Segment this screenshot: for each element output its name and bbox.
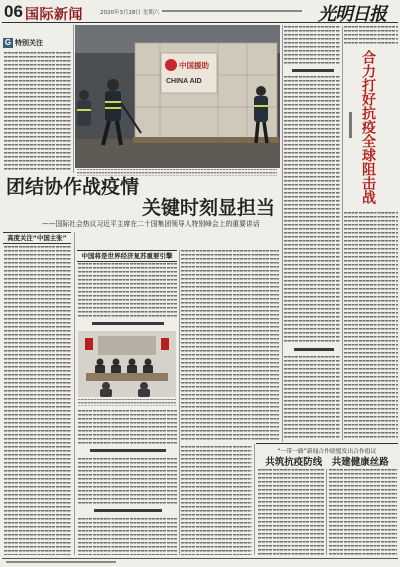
worker-far-left (77, 90, 91, 126)
meeting-table (86, 373, 168, 381)
column-divider (73, 25, 74, 173)
commentary-subhead-1 (292, 69, 334, 72)
special-focus-badge-icon: G (4, 38, 12, 47)
section-title: 国际新闻 (25, 7, 83, 23)
flag-right (161, 338, 169, 350)
aid-label-cn: 中国援助 (179, 61, 209, 70)
section-head-1: 高度关注“中国主张” (3, 232, 71, 244)
sidebar-body-text (4, 52, 71, 172)
section-head-2: 中国将是世界经济复苏重要引擎 (77, 250, 177, 262)
main-photo (75, 25, 280, 168)
column-divider (254, 444, 255, 555)
column-divider (282, 25, 283, 442)
aid-box-label (161, 53, 217, 93)
commentary-column-b-top (344, 26, 398, 46)
lead-body-column-2a (78, 263, 177, 318)
column-divider (179, 250, 180, 555)
lead-body-column-3b (181, 446, 252, 555)
commentary-byline (349, 112, 352, 138)
lead-headline-line-1: 团结协作战疫情 (6, 176, 140, 198)
header-editor-line (162, 10, 302, 12)
column-divider (74, 232, 75, 555)
belt-road-headline: 共筑抗疫防线 共建健康丝路 (265, 457, 389, 468)
commentary-column-a-bottom (284, 356, 340, 440)
aid-label-en: CHINA AID (166, 78, 202, 85)
lead-subheadline: ——国际社会热议习近平主席在二十国集团领导人特别峰会上的重要讲话 (42, 220, 260, 228)
column-divider (326, 469, 327, 555)
lead-headline-line-2: 关键时刻显担当 (142, 197, 276, 219)
lead-body-column-2d (78, 518, 177, 555)
belt-road-column-1 (258, 469, 324, 555)
belt-road-top-rule (256, 443, 398, 444)
header-rule (2, 22, 398, 23)
lead-body-column-2c (78, 458, 177, 504)
lead-body-column-3a (181, 250, 279, 442)
meeting-backdrop (98, 336, 156, 355)
meeting-photo (78, 331, 176, 397)
section-head-5 (94, 509, 162, 512)
footer-text (6, 561, 116, 563)
belt-road-column-2 (329, 469, 397, 555)
aid-emblem-icon (165, 59, 177, 71)
lead-body-column-2b (78, 410, 177, 445)
footer-rule (2, 558, 398, 559)
page-number: 06 (4, 2, 23, 21)
commentary-headline: 合力打好抗疫全球阻击战 (360, 50, 376, 204)
issue-date: 2020年3月28日 星期六 (100, 10, 160, 16)
column-divider (342, 26, 343, 440)
special-focus-label: 特别关注 (15, 39, 43, 47)
main-photo-caption (77, 169, 277, 176)
lead-body-column-1 (4, 246, 71, 555)
flag-left (85, 338, 93, 350)
newspaper-logo: 光明日报 (318, 4, 386, 25)
commentary-column-a-top (284, 26, 340, 66)
commentary-subhead-2 (294, 348, 334, 351)
meeting-photo-caption (78, 399, 176, 406)
warehouse-floor (75, 139, 280, 168)
belt-road-kicker: “一带一路”新闻合作联盟发出合作倡议 (277, 449, 377, 455)
section-head-4 (90, 449, 166, 452)
commentary-column-a (284, 76, 340, 344)
commentary-column-b (344, 212, 398, 440)
section-head-3 (92, 322, 164, 325)
